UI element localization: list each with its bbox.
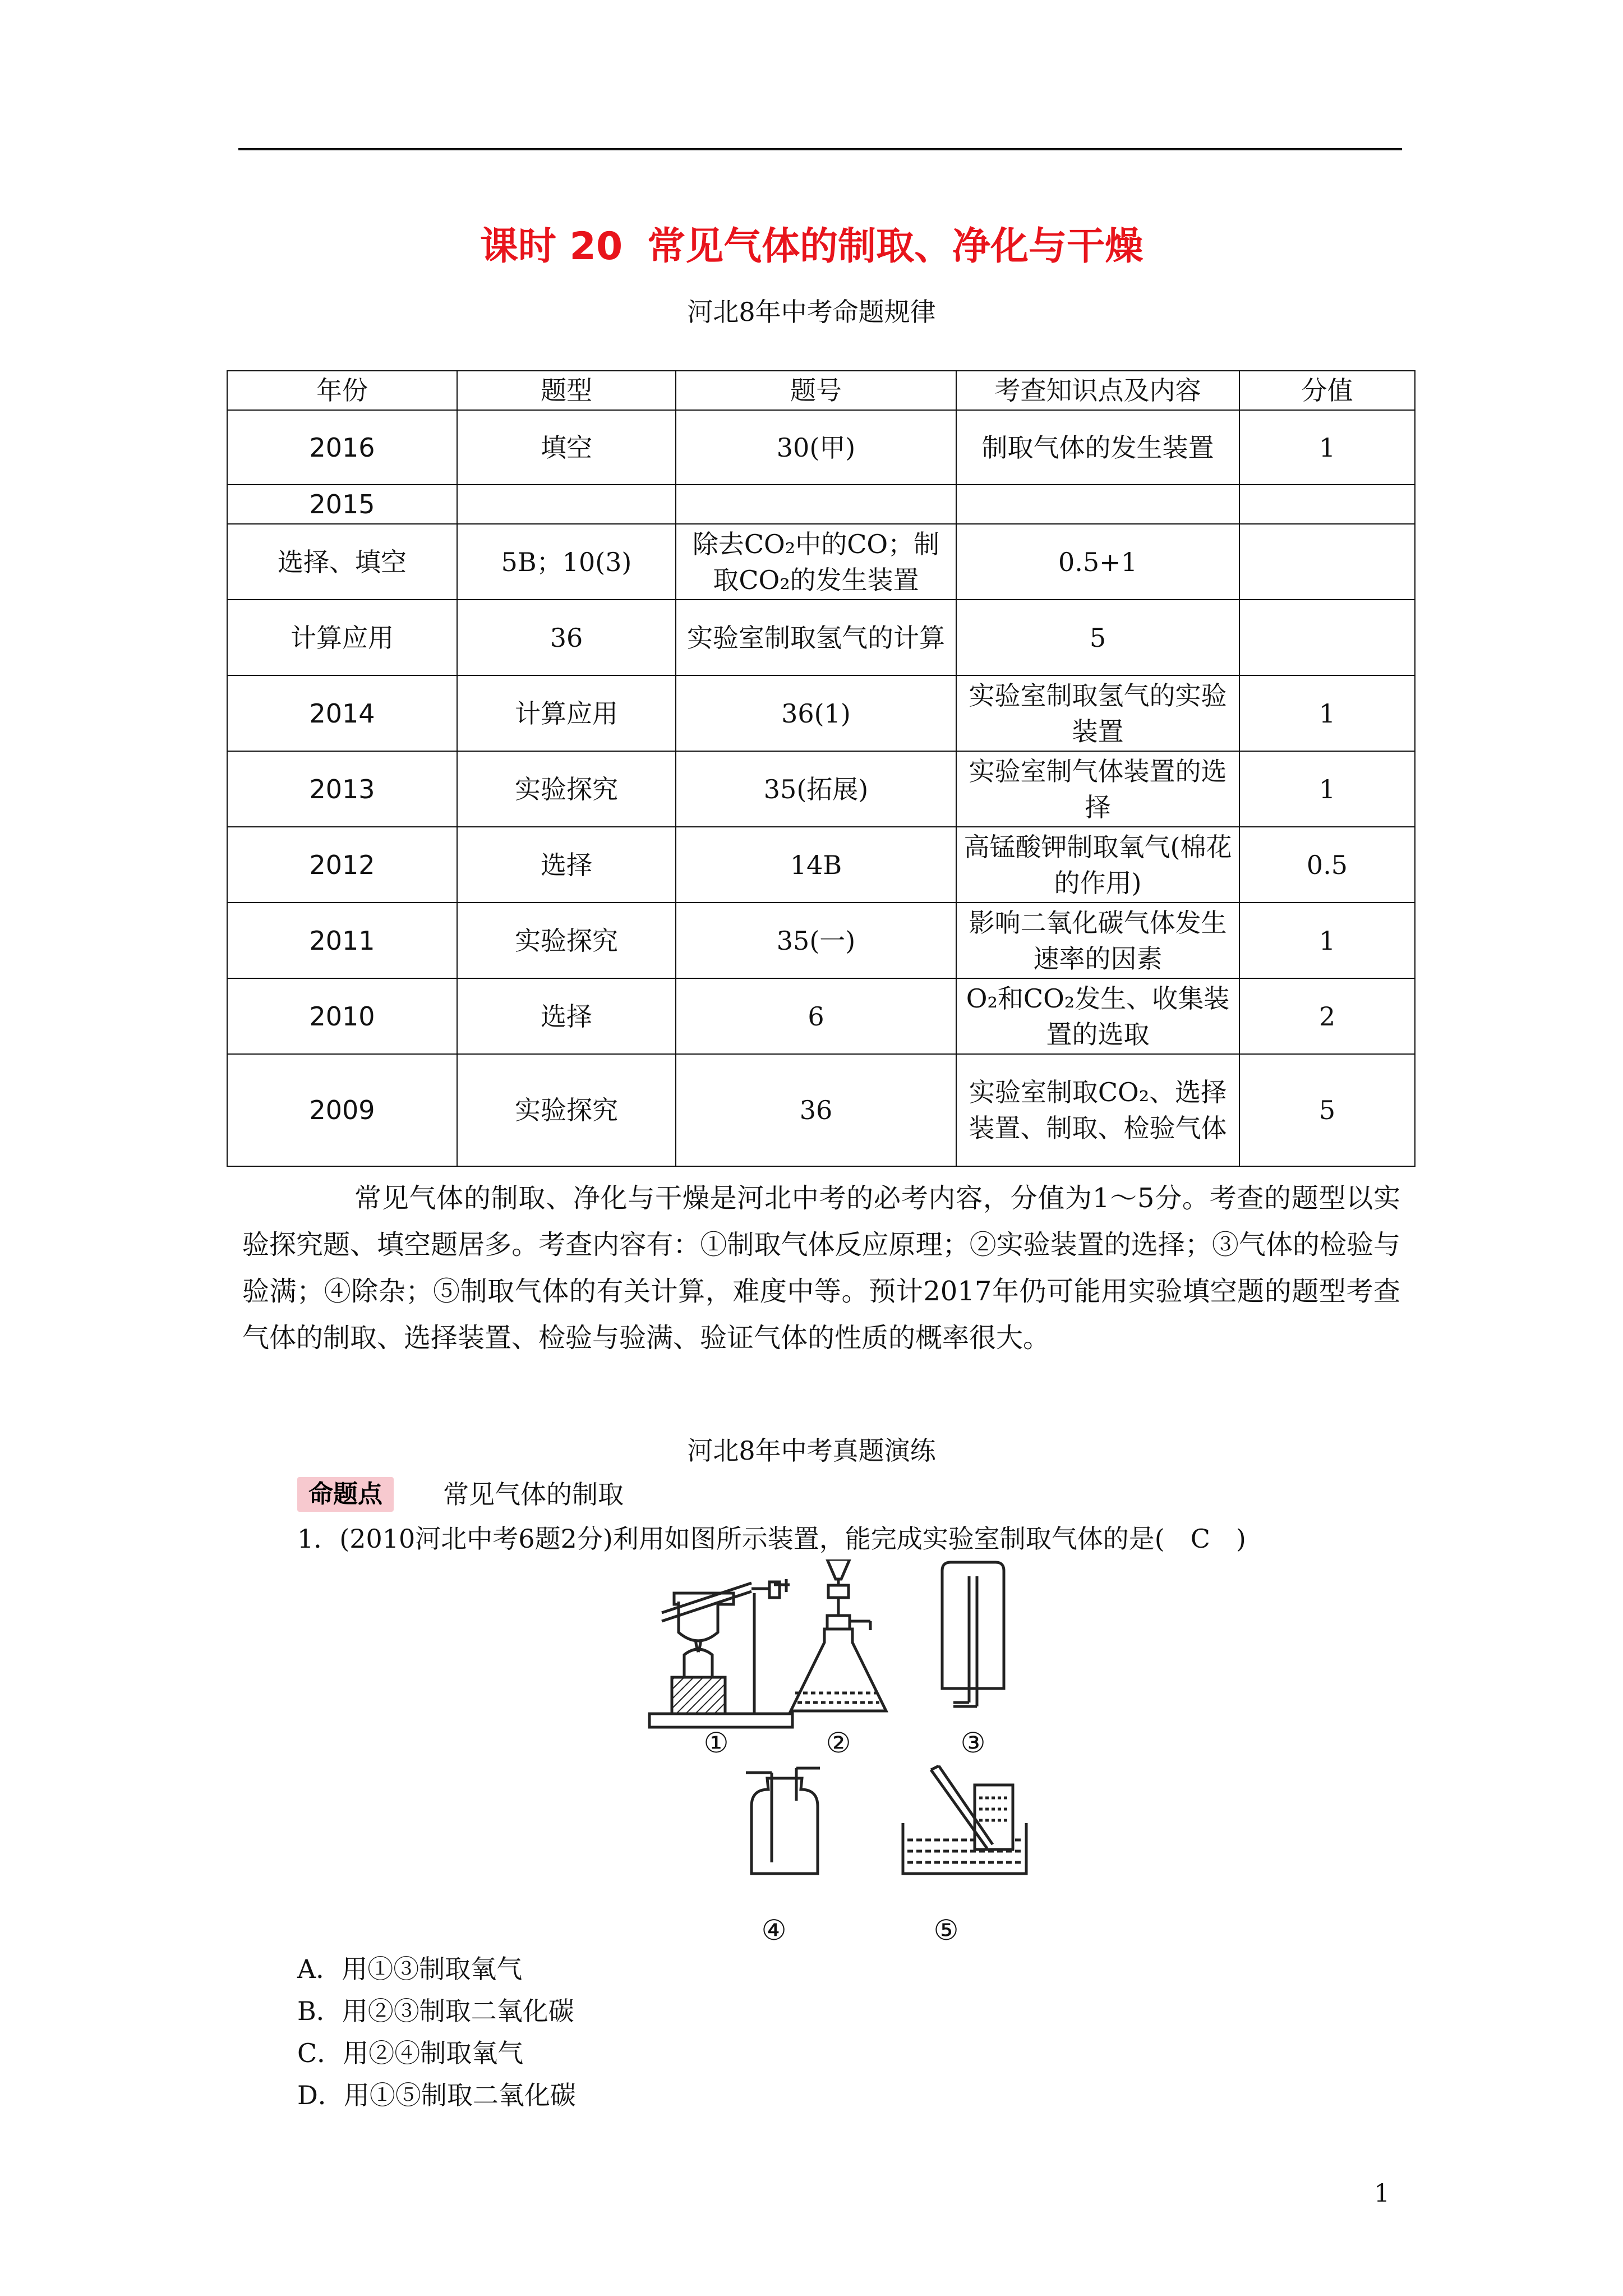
figure-label-3: ③	[960, 1727, 986, 1759]
table-row	[227, 978, 1415, 1054]
table-header-row	[227, 371, 1415, 410]
cell-score: 1	[1239, 675, 1415, 751]
cell-type: 选择	[457, 827, 676, 903]
cell-score: 0.5+1	[956, 524, 1239, 600]
cell-content: 高锰酸钾制取氧气(棉花的作用)	[956, 827, 1239, 903]
section-heading-practice: 河北8年中考真题演练	[687, 1435, 936, 1466]
cell-score: 5	[1239, 1054, 1415, 1166]
cell-number: 35(拓展)	[676, 751, 956, 827]
cell-type: 选择	[457, 978, 676, 1054]
apparatus-3-bottle	[942, 1562, 1004, 1706]
header-type: 题型	[457, 371, 676, 410]
cell-content: 影响二氧化碳气体发生速率的因素	[956, 903, 1239, 978]
table-row	[227, 524, 1415, 600]
cell-content: 实验室制取氢气的实验装置	[956, 675, 1239, 751]
figure-label-4: ④	[761, 1914, 787, 1947]
table-row	[227, 751, 1415, 827]
cell-type	[457, 485, 676, 524]
cell-type: 填空	[457, 410, 676, 485]
table-row	[227, 903, 1415, 978]
cell-number: 36	[676, 1054, 956, 1166]
cell-year: 2013	[227, 751, 457, 827]
cell-score: 2	[1239, 978, 1415, 1054]
cell-score: 1	[1239, 751, 1415, 827]
figure-label-5: ⑤	[933, 1914, 959, 1947]
cell-number	[676, 485, 956, 524]
option-a[interactable]: A．用①③制取氧气	[297, 1954, 523, 1984]
cell-score: 1	[1239, 410, 1415, 485]
header-rule	[238, 148, 1402, 150]
cell-number: 5B；10(3)	[457, 524, 676, 600]
table-row	[227, 675, 1415, 751]
page-number: 1	[1374, 2179, 1390, 2208]
lesson-number: 课时 20	[479, 224, 623, 269]
cell-year: 2010	[227, 978, 457, 1054]
cell-score	[1239, 485, 1415, 524]
cell-type: 计算应用	[457, 675, 676, 751]
option-b[interactable]: B．用②③制取二氧化碳	[297, 1996, 574, 2026]
header-number: 题号	[676, 371, 956, 410]
option-d[interactable]: D．用①⑤制取二氧化碳	[297, 2080, 576, 2110]
cell-year: 2014	[227, 675, 457, 751]
header-score: 分值	[1239, 371, 1415, 410]
apparatus-2-flask	[791, 1559, 886, 1711]
figure-label-1: ①	[703, 1727, 729, 1759]
table-row	[227, 485, 1415, 524]
cell-score: 5	[956, 600, 1239, 675]
cell-number: 35(一)	[676, 903, 956, 978]
lesson-topic: 常见气体的制取、净化与干燥	[647, 224, 1144, 269]
cell-content: 制取气体的发生装置	[956, 410, 1239, 485]
cell-year: 2009	[227, 1054, 457, 1166]
header-year: 年份	[227, 371, 457, 410]
cell-content: 实验室制气体装置的选择	[956, 751, 1239, 827]
question-1-stem: 1．(2010河北中考6题2分)利用如图所示装置，能完成实验室制取气体的是( C )	[297, 1524, 1246, 1554]
apparatus-4-bottle	[746, 1768, 820, 1874]
option-c[interactable]: C．用②④制取氧气	[297, 2038, 524, 2068]
cell-year: 2015	[227, 485, 457, 524]
cell-content: 实验室制取CO₂、选择装置、制取、检验气体	[956, 1054, 1239, 1166]
figure-label-2: ②	[826, 1727, 851, 1759]
apparatus-1-heating	[649, 1579, 792, 1727]
cell-content: O₂和CO₂发生、收集装置的选取	[956, 978, 1239, 1054]
cell-empty	[1239, 524, 1415, 600]
cell-type: 实验探究	[457, 751, 676, 827]
cell-type: 选择、填空	[227, 524, 457, 600]
cell-content: 除去CO₂中的CO；制取CO₂的发生装置	[676, 524, 956, 600]
cell-year: 2016	[227, 410, 457, 485]
section-heading-rules: 河北8年中考命题规律	[687, 297, 936, 327]
cell-year: 2012	[227, 827, 457, 903]
table-row	[227, 600, 1415, 675]
cell-type: 计算应用	[227, 600, 457, 675]
topic-tag-label: 常见气体的制取	[443, 1479, 624, 1510]
cell-content: 实验室制取氢气的计算	[676, 600, 956, 675]
cell-number: 36(1)	[676, 675, 956, 751]
cell-year: 2011	[227, 903, 457, 978]
header-content: 考查知识点及内容	[956, 371, 1239, 410]
cell-content	[956, 485, 1239, 524]
table-row	[227, 410, 1415, 485]
table-row	[227, 1054, 1415, 1166]
cell-number: 6	[676, 978, 956, 1054]
cell-type: 实验探究	[457, 1054, 676, 1166]
cell-empty	[1239, 600, 1415, 675]
topic-tag-badge: 命题点	[297, 1477, 394, 1512]
apparatus-5-trough	[903, 1766, 1026, 1874]
cell-score: 0.5	[1239, 827, 1415, 903]
cell-number: 30(甲)	[676, 410, 956, 485]
cell-score: 1	[1239, 903, 1415, 978]
cell-number: 36	[457, 600, 676, 675]
page-title	[0, 216, 1623, 270]
exam-rules-table	[227, 370, 1415, 1167]
cell-number: 14B	[676, 827, 956, 903]
cell-type: 实验探究	[457, 903, 676, 978]
summary-paragraph: 常见气体的制取、净化与干燥是河北中考的必考内容，分值为1～5分。考查的题型以实验探究题、填空题居多。考查内容有：①制取气体反应原理；②实验装置的选择；③气体的检验与验满；④除杂；⑤制取气体的有关计算，难度中等。预计2017年仍可能用实验填空题的题型考查气体的制取、选择装置、检验与验满、验证气体的性质的概率很大。	[242, 1182, 1400, 1354]
table-row	[227, 827, 1415, 903]
